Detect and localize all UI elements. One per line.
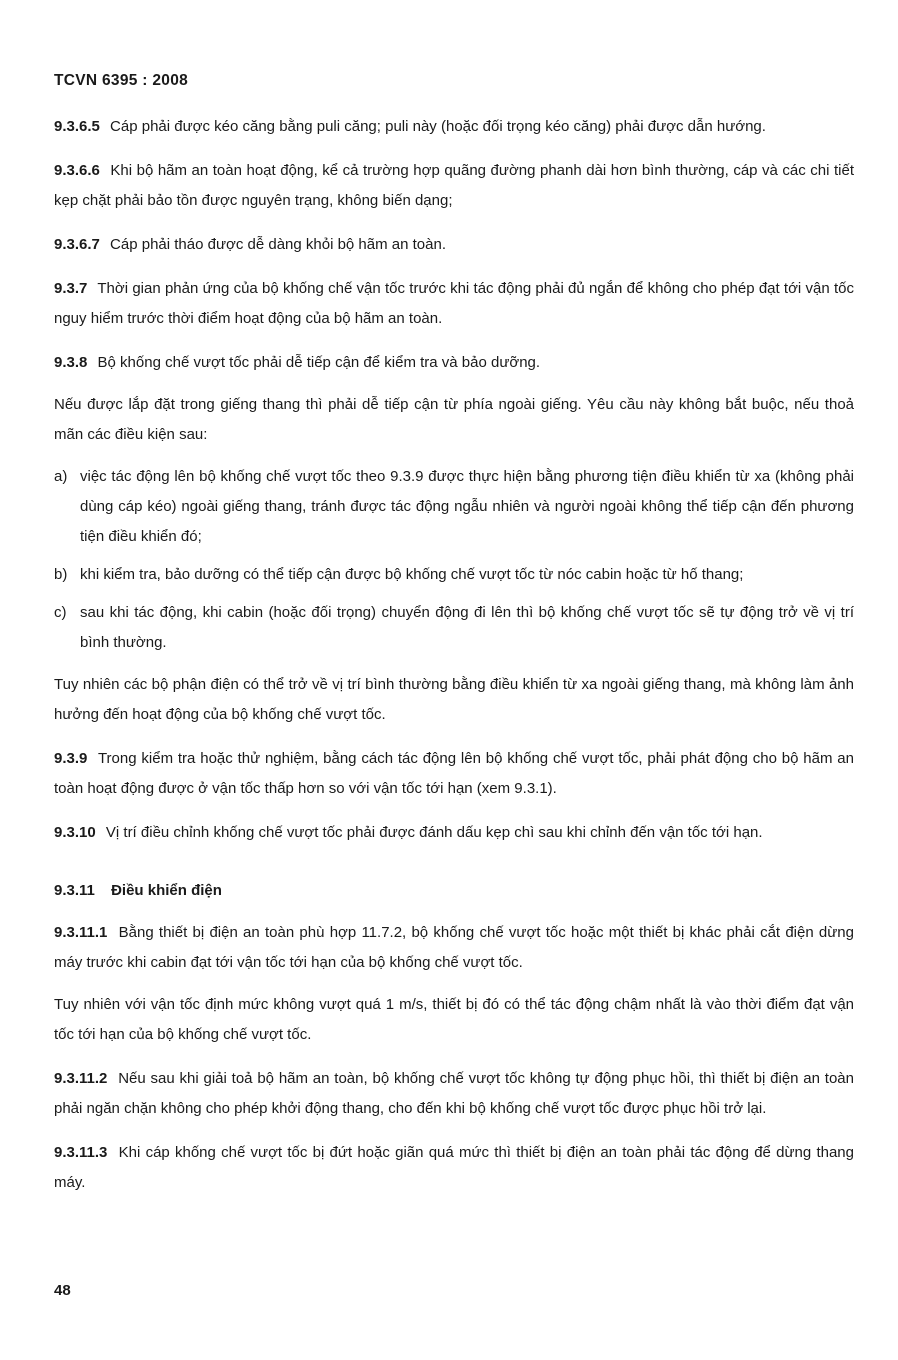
list-marker: b) xyxy=(54,566,68,583)
clause-text: Cáp phải được kéo căng bằng puli căng; puli này (hoặc đối trọng kéo căng) phải được dẫn hướng. xyxy=(110,118,766,135)
clause-9-3-9 xyxy=(54,744,854,804)
clause-9-3-10 xyxy=(54,818,854,848)
clause-9-3-11-2 xyxy=(54,1064,854,1124)
standard-header: TCVN 6395 : 2008 xyxy=(54,72,189,89)
clause-number: 9.3.9 xyxy=(54,750,88,767)
condition-list xyxy=(54,462,854,658)
clause-text: Bộ khống chế vượt tốc phải dễ tiếp cận để kiểm tra và bảo dưỡng. xyxy=(97,354,541,371)
section-title: Điều khiển điện xyxy=(111,882,222,899)
clause-9-3-6-7 xyxy=(54,230,854,260)
clause-number: 9.3.6.6 xyxy=(54,162,100,179)
clause-9-3-8-paragraph: Nếu được lắp đặt trong giếng thang thì phải dễ tiếp cận từ phía ngoài giếng. Yêu cầu này không bắt buộc, nếu thoả mãn các điều kiện sau: xyxy=(54,396,854,443)
list-item-text: việc tác động lên bộ khống chế vượt tốc theo 9.3.9 được thực hiện bằng phương tiện điều khiển từ xa (không phải dùng cáp kéo) ngoài giếng thang, tránh được tác động ngẫu nhiên và người ngoài không thể tiếp cận đến phương tiện điều khiển đó; xyxy=(80,468,854,545)
list-item xyxy=(54,462,854,552)
clause-text: Vị trí điều chỉnh khống chế vượt tốc phải được đánh dấu kẹp chì sau khi chỉnh đến vận tốc tới hạn. xyxy=(105,824,763,841)
clause-9-3-6-5 xyxy=(54,112,854,142)
clause-number: 9.3.6.5 xyxy=(54,118,100,135)
clause-number: 9.3.7 xyxy=(54,280,88,297)
clause-number: 9.3.11.1 xyxy=(54,924,108,941)
clause-text: Cáp phải tháo được dễ dàng khỏi bộ hãm an toàn. xyxy=(110,236,446,253)
clause-text: Khi bộ hãm an toàn hoạt động, kể cả trường hợp quãng đường phanh dài hơn bình thường, cáp và các chi tiết kẹp chặt phải bảo tồn được nguyên trạng, không biến dạng; xyxy=(54,162,854,209)
page-number: 48 xyxy=(54,1282,71,1299)
clause-number: 9.3.11.3 xyxy=(54,1144,108,1161)
list-marker: a) xyxy=(54,468,68,485)
list-item xyxy=(54,598,854,658)
clause-number: 9.3.11.2 xyxy=(54,1070,108,1087)
clause-9-3-11-3 xyxy=(54,1138,854,1198)
clause-9-3-8 xyxy=(54,348,854,378)
section-number: 9.3.11 xyxy=(54,882,95,899)
clause-9-3-6-6 xyxy=(54,156,854,216)
clause-number: 9.3.6.7 xyxy=(54,236,100,253)
clause-9-3-11-1 xyxy=(54,918,854,978)
list-item xyxy=(54,560,854,590)
clause-text: Thời gian phản ứng của bộ khống chế vận tốc trước khi tác động phải đủ ngắn để không cho phép đạt tới vận tốc nguy hiểm trước thời điểm hoạt động của bộ hãm an toàn. xyxy=(54,280,854,327)
clause-9-3-11-1-paragraph: Tuy nhiên với vận tốc định mức không vượt quá 1 m/s, thiết bị đó có thể tác động chậm nhất là vào thời điểm đạt vận tốc tới hạn của bộ khống chế vượt tốc. xyxy=(54,996,854,1043)
document-page xyxy=(54,72,854,1212)
section-heading-9-3-11 xyxy=(54,876,854,906)
list-marker: c) xyxy=(54,604,67,621)
clause-number: 9.3.10 xyxy=(54,824,96,841)
clause-text: Trong kiểm tra hoặc thử nghiệm, bằng cách tác động lên bộ khống chế vượt tốc, phải phát động cho bộ hãm an toàn hoạt động được ở vận tốc thấp hơn so với vận tốc tới hạn (xem 9.3.1). xyxy=(54,750,854,797)
clause-text: Nếu sau khi giải toả bộ hãm an toàn, bộ khống chế vượt tốc không tự động phục hồi, thì thiết bị điện an toàn phải ngăn chặn không cho phép khởi động thang, cho đến khi bộ khống chế vượt tốc được phục hồi trở lại. xyxy=(54,1070,854,1117)
list-item-text: sau khi tác động, khi cabin (hoặc đối trọng) chuyển động đi lên thì bộ khống chế vượt tốc sẽ tự động trở về vị trí bình thường. xyxy=(80,604,854,651)
clause-9-3-8-note: Tuy nhiên các bộ phận điện có thể trở về vị trí bình thường bằng điều khiển từ xa ngoài giếng thang, mà không làm ảnh hưởng đến hoạt động của bộ khống chế vượt tốc. xyxy=(54,676,854,723)
clause-text: Khi cáp khống chế vượt tốc bị đứt hoặc giãn quá mức thì thiết bị điện an toàn phải tác động để dừng thang máy. xyxy=(54,1144,854,1191)
clause-number: 9.3.8 xyxy=(54,354,88,371)
clause-text: Bằng thiết bị điện an toàn phù hợp 11.7.2, bộ khống chế vượt tốc hoặc một thiết bị khác phải cắt điện dừng máy trước khi cabin đạt tới vận tốc tới hạn của bộ khống chế vượt tốc. xyxy=(54,924,854,971)
clause-9-3-7 xyxy=(54,274,854,334)
list-item-text: khi kiểm tra, bảo dưỡng có thể tiếp cận được bộ khống chế vượt tốc từ nóc cabin hoặc từ hố thang; xyxy=(80,566,744,583)
